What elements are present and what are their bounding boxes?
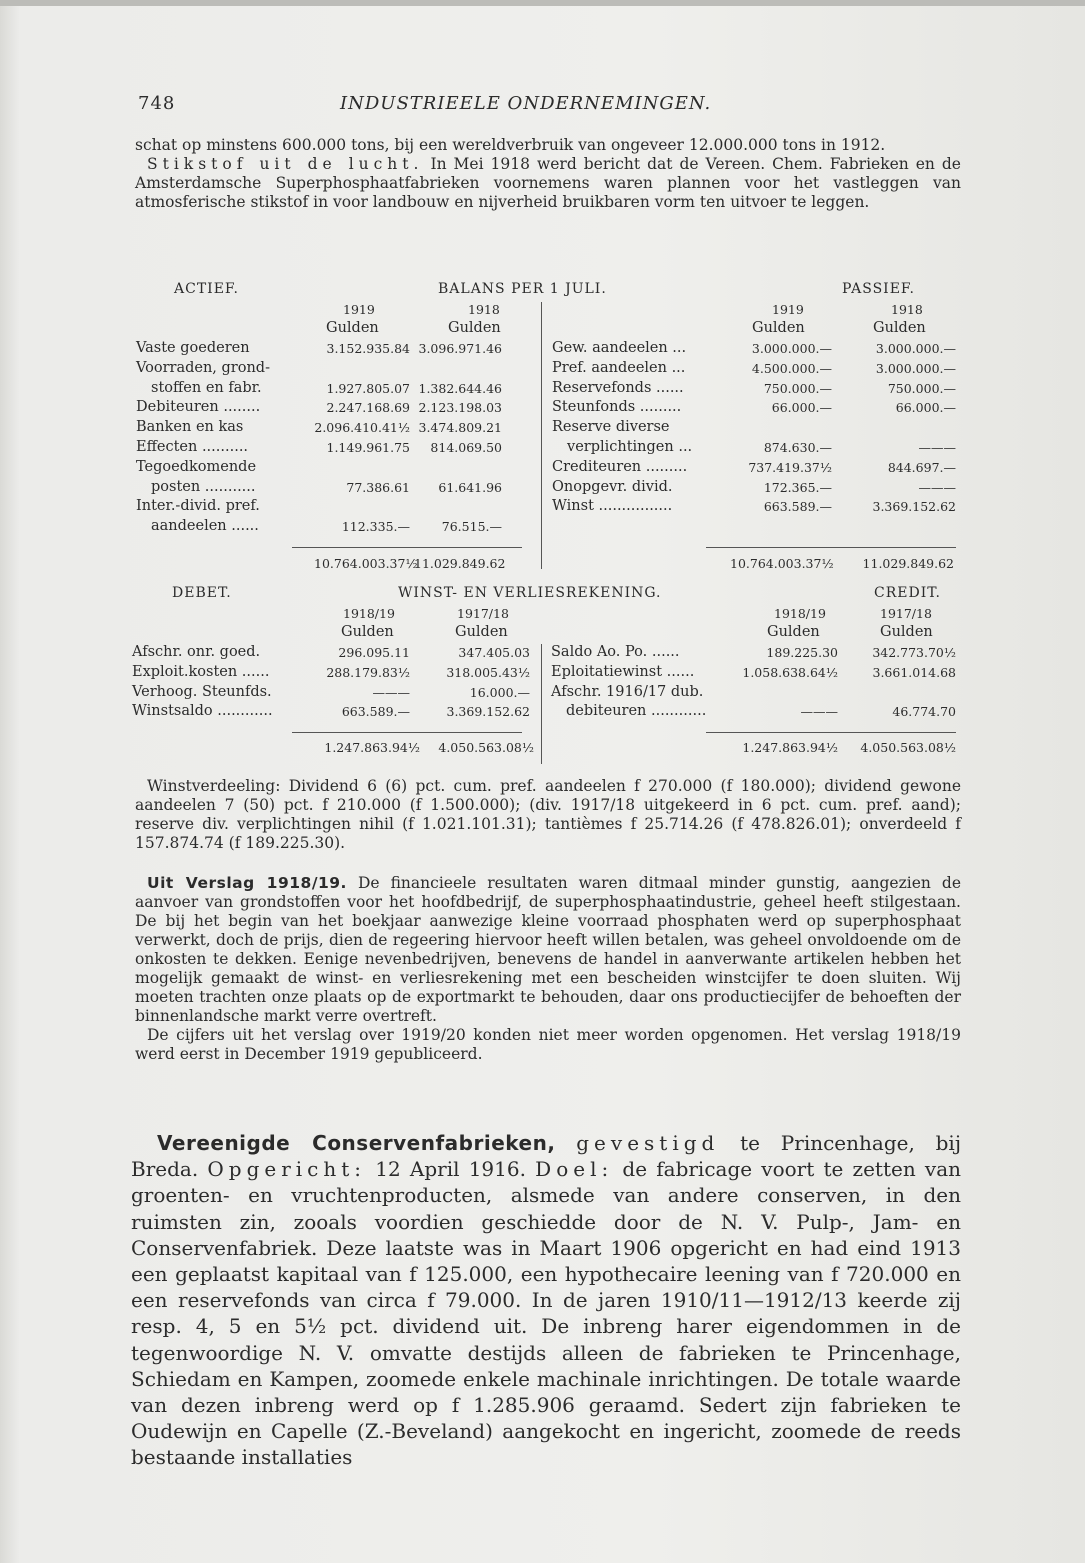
col-unit: Gulden	[341, 624, 394, 640]
balans-actief-label: ACTIEF.	[174, 281, 239, 297]
row-value: 347.405.03	[458, 645, 530, 660]
row-label: aandeelen ......	[151, 518, 259, 535]
winst-credit-label: CREDIT.	[874, 585, 941, 601]
col-year: 1918/19	[774, 606, 826, 621]
row-label: Afschr. 1916/17 dub.	[551, 683, 704, 700]
row-value: 66.000.—	[895, 400, 956, 416]
row-value: 4.500.000.—	[751, 360, 832, 376]
row-value: 1.149.961.75	[326, 440, 410, 455]
total-rule	[292, 732, 522, 733]
row-label: Crediteuren .........	[552, 458, 688, 475]
row-value: 2.096.410.41½	[314, 420, 410, 436]
row-label: Banken en kas	[136, 419, 244, 436]
row-label: Tegoedkomende	[136, 458, 257, 475]
row-value: 663.589.—	[341, 704, 410, 720]
row-value: ———	[800, 704, 838, 720]
winst-right-total-2: 4.050.563.08½	[860, 740, 956, 755]
column-divider	[541, 302, 542, 569]
balans-left-total-1918: 11.029.849.62	[414, 556, 506, 571]
row-label: Vaste goederen	[136, 340, 250, 356]
row-label: Saldo Ao. Po. ......	[551, 644, 680, 660]
winst-title: WINST- EN VERLIESREKENING.	[398, 585, 662, 601]
doel-value: de fabricage voort te zetten van groenten- en vruchtenproducten, alsmede van andere conserven, in den ruimsten zin, zooals voordien geschiedde door de N. V. Pulp-, Jam- en Conservenfabriek. Deze laatste was in Maart 1906 opgericht en had eind 1913 een geplaatst kapitaal van f 125.000, een hypothecaire leening van f 720.000 en een reservefonds van circa f 79.000. In de jaren 1910/11—1912/13 keerde zij resp. 4, 5 en 5½ pct. dividend uit. De inbreng harer eigendommen in de tegenwoordige N. V. omvatte destijds alleen de fabrieken te Princenhage, Schiedam en Kampen, zoomede enkele machinale inrichtingen. De totale waarde van dezen inbreng werd op f 1.285.906 geraamd. Sedert zijn fabrieken te Oudewijn en Capelle (Z.-Beveland) aangekocht en ingericht, zoomede de reeds bestaande installaties	[131, 1157, 962, 1470]
total-rule	[292, 547, 522, 548]
col-year: 1917/18	[880, 606, 932, 621]
winst-debet-label: DEBET.	[172, 585, 232, 601]
row-value: 844.697.—	[887, 459, 956, 475]
row-value: 3.661.014.68	[872, 664, 956, 680]
row-value: 296.095.11	[338, 645, 410, 660]
row-value: 737.419.37½	[748, 459, 832, 475]
row-value: 874.630.—	[763, 440, 832, 455]
row-value: 663.589.—	[763, 499, 832, 515]
opgericht-label: Opgericht:	[207, 1157, 367, 1182]
row-value: 76.515.—	[441, 519, 502, 535]
opgericht-value: 12 April 1916.	[366, 1157, 536, 1182]
row-value: 3.000.000.—	[875, 341, 956, 356]
gevestigd-label: gevestigd	[576, 1131, 720, 1155]
row-value: 342.773.70½	[872, 645, 956, 660]
verslag-heading: Uit Verslag 1918/19.	[147, 874, 347, 892]
row-label: stoffen en fabr.	[151, 379, 262, 396]
col-year: 1918	[891, 302, 923, 317]
row-label: Exploit.kosten ......	[132, 663, 270, 680]
col-year: 1917/18	[457, 606, 509, 621]
total-rule	[706, 547, 956, 548]
company-name: Vereenigde Conservenfabrieken,	[157, 1131, 556, 1155]
row-value: 66.000.—	[771, 400, 832, 416]
row-label: Pref. aandeelen ...	[552, 359, 686, 376]
page-top-edge	[0, 0, 1085, 6]
row-value: 46.774.70	[892, 704, 956, 720]
row-value: 1.927.805.07	[326, 380, 410, 396]
total-rule	[706, 732, 956, 733]
row-value: 750.000.—	[763, 380, 832, 396]
balans-right-total-1919: 10.764.003.37½	[730, 556, 834, 571]
row-label: Eploitatiewinst ......	[551, 663, 695, 680]
col-unit: Gulden	[448, 320, 501, 336]
row-value: 3.096.971.46	[418, 341, 502, 356]
row-value: 61.641.96	[438, 479, 502, 495]
row-label: Verhoog. Steunfds.	[132, 683, 272, 700]
row-label: Steunfonds .........	[552, 399, 682, 416]
winstverdeeling-paragraph: Winstverdeeling: Dividend 6 (6) pct. cum. pref. aandeelen f 270.000 (f 180.000); dividend gewone aandeelen 7 (50) pct. f 210.000 (f 1.500.000); (div. 1917/18 uitgekeerd in 6 pct. cum. pref. aand); reserve div. verplichtingen nihil (f 1.021.101.31); tantièmes f 25.714.26 (f 478.826.01); onverdeeld f 157.874.74 (f 189.225.30).	[135, 777, 961, 852]
row-label: verplichtingen ...	[567, 439, 693, 455]
row-value: 3.369.152.62	[872, 499, 956, 515]
row-value: ———	[372, 684, 410, 700]
col-unit: Gulden	[767, 624, 820, 640]
col-year: 1919	[772, 302, 804, 317]
row-label: Inter.-divid. pref.	[136, 498, 260, 515]
balans-title: BALANS PER 1 JULI.	[438, 281, 607, 297]
row-label: Reservefonds ......	[552, 379, 684, 396]
row-label: debiteuren ............	[566, 703, 707, 720]
row-value: 77.386.61	[346, 479, 410, 495]
col-unit: Gulden	[752, 320, 805, 336]
row-label: Reserve diverse	[552, 419, 670, 436]
row-label: Onopgevr. divid.	[552, 478, 673, 495]
row-label: Afschr. onr. goed.	[132, 644, 261, 660]
verslag-paragraph	[135, 874, 961, 1064]
row-label: Winst ................	[552, 498, 673, 515]
row-value: 2.247.168.69	[326, 400, 410, 416]
row-value: 750.000.—	[887, 380, 956, 396]
row-value: 1.382.644.46	[418, 380, 502, 396]
stikstof-text: In Mei 1918 werd bericht dat de Vereen. Chem. Fabrieken en de Amsterdamsche Superphosphaatfabrieken voornemens waren plannen voor het vastleggen van atmosferische stikstof in voor landbouw en nijverheid bruikbaren vorm ten uitvoer te leggen.	[135, 155, 961, 211]
row-value: ———	[918, 440, 956, 455]
col-year: 1918/19	[343, 606, 395, 621]
winst-left-total-2: 4.050.563.08½	[438, 740, 534, 755]
col-year: 1919	[343, 302, 375, 317]
row-value: 1.058.638.64½	[742, 664, 838, 680]
row-value: 16.000.—	[469, 684, 530, 700]
column-divider	[541, 644, 542, 764]
col-unit: Gulden	[873, 320, 926, 336]
col-unit: Gulden	[455, 624, 508, 640]
row-label: Winstsaldo ............	[132, 703, 273, 720]
balans-right-total-1918: 11.029.849.62	[862, 556, 954, 571]
running-title: INDUSTRIEELE ONDERNEMINGEN.	[340, 93, 712, 114]
row-label: Effecten ..........	[136, 439, 249, 455]
balans-passief-label: PASSIEF.	[842, 281, 915, 297]
row-value: 288.179.83½	[326, 664, 410, 680]
row-value: 172.365.—	[763, 479, 832, 495]
row-label: posten ...........	[151, 478, 256, 495]
company-paragraph	[131, 1130, 961, 1471]
winst-right-total-1: 1.247.863.94½	[742, 740, 838, 755]
row-value: 112.335.—	[341, 519, 410, 535]
row-value: 3.474.809.21	[418, 420, 502, 436]
row-value: ———	[918, 479, 956, 495]
row-value: 814.069.50	[430, 440, 502, 455]
intro-paragraph	[135, 136, 961, 212]
col-unit: Gulden	[880, 624, 933, 640]
row-label: Debiteuren ........	[136, 399, 261, 416]
row-value: 3.152.935.84	[326, 341, 410, 356]
verslag-text: De financieele resultaten waren ditmaal minder gunstig, aangezien de aanvoer van grondstoffen voor het hoofdbedrijf, de superphosphaatindustrie, geheel heeft stilgestaan. De bij het begin van het boekjaar aanwezige kleine voorraad phosphaten werd op superphosphaat verwerkt, doch de prijs, dien de regeering hiervoor heeft willen betalen, was geheel onvoldoende om de onkosten te dekken. Eenige nevenbedrijven, benevens de handel in aanverwante artikelen hebben het mogelijk gemaakt de winst- en verliesrekening met een bescheiden winstcijfer te doen sluiten. Wij moeten trachten onze plaats op de exportmarkt te behouden, daar ons productiecijfer de behoeften der binnenlandsche markt verre overtreft.	[135, 874, 961, 1025]
row-value: 3.000.000.—	[875, 360, 956, 376]
row-value: 3.000.000.—	[751, 341, 832, 356]
row-label: Voorraden, grond-	[136, 359, 270, 376]
intro-line: schat op minstens 600.000 tons, bij een wereldverbruik van ongeveer 12.000.000 tons in 1912.	[135, 136, 886, 154]
doel-label: Doel:	[535, 1157, 614, 1182]
row-label: Gew. aandeelen ...	[552, 340, 687, 356]
stikstof-heading: Stikstof uit de lucht.	[147, 155, 424, 173]
col-unit: Gulden	[326, 320, 379, 336]
row-value: 3.369.152.62	[446, 704, 530, 720]
row-value: 189.225.30	[766, 645, 838, 660]
page-number: 748	[138, 93, 176, 114]
col-year: 1918	[468, 302, 500, 317]
row-value: 318.005.43½	[446, 664, 530, 680]
row-value: 2.123.198.03	[418, 400, 502, 416]
verslag-text-2: De cijfers uit het verslag over 1919/20 konden niet meer worden opgenomen. Het verslag 1918/19 werd eerst in December 1919 gepubliceerd.	[135, 1026, 961, 1063]
gevestigd-value: te Princenhage, bij Breda.	[131, 1131, 962, 1182]
balans-left-total-1919: 10.764.003.37½	[314, 556, 418, 571]
winst-left-total-1: 1.247.863.94½	[324, 740, 420, 755]
